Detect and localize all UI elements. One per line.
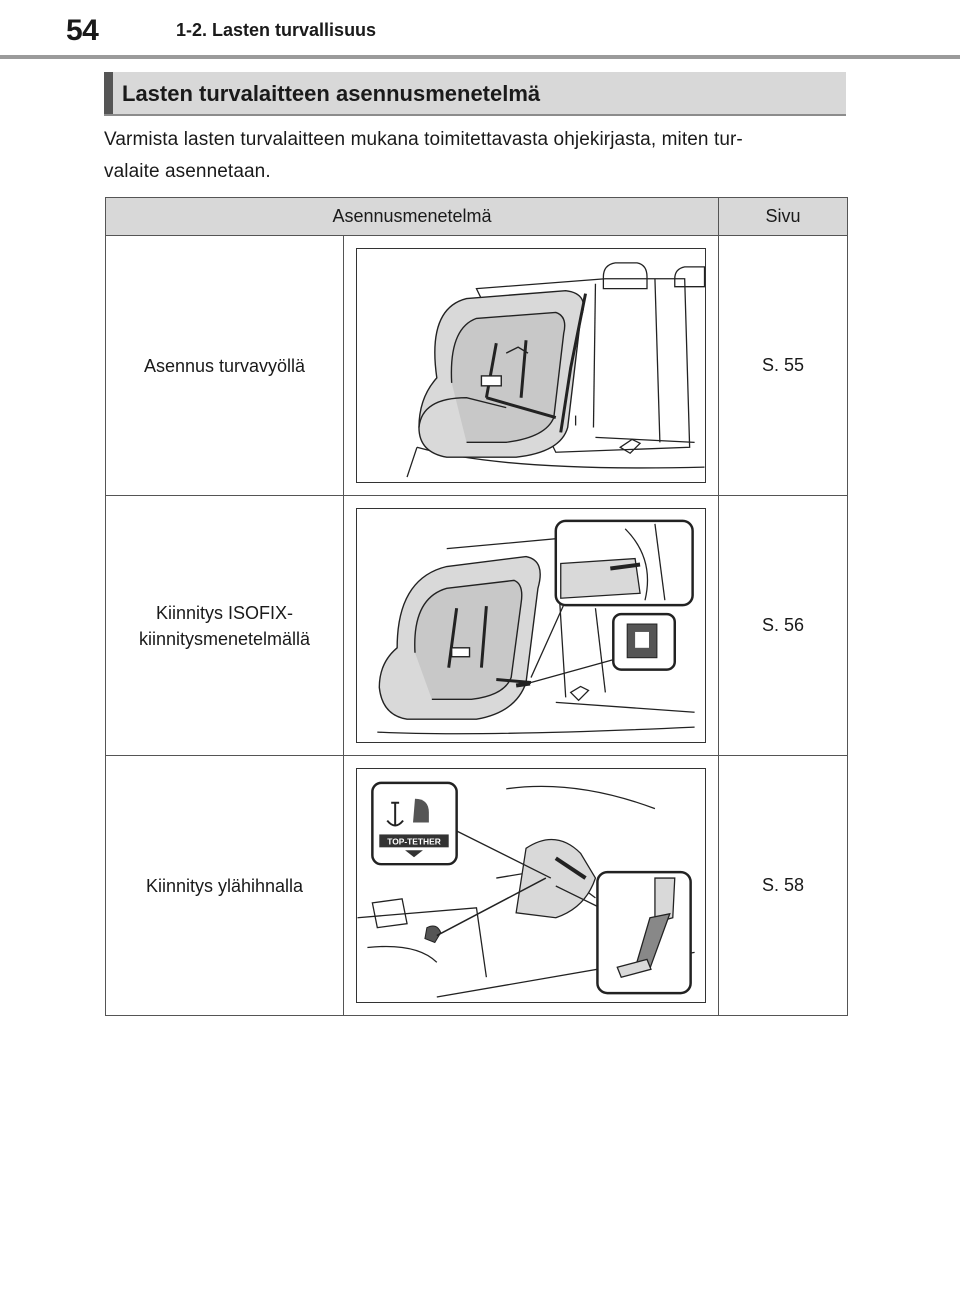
header-rule [0, 55, 960, 59]
top-tether-illustration-icon [357, 769, 705, 1002]
figure-cell [344, 236, 719, 496]
isofix-installation-illustration [356, 508, 706, 743]
top-tether-installation-illustration [356, 768, 706, 1003]
section-marker [104, 72, 113, 114]
method-label-line-1: Kiinnitys ISOFIX- [155, 602, 294, 623]
running-header: 1-2. Lasten turvallisuus [176, 20, 377, 40]
figure-cell [344, 756, 719, 1016]
intro-paragraph [104, 124, 854, 188]
table-header-row [106, 198, 848, 236]
figure-cell [344, 496, 719, 756]
intro-line-2: valaite asennetaan. [104, 161, 271, 182]
page-reference[interactable]: S. 55 [719, 236, 848, 496]
top-tether-label: TOP-TETHER [387, 836, 441, 847]
method-label: Asennus turvavyöllä [106, 236, 344, 496]
page-reference[interactable]: S. 58 [719, 756, 848, 1016]
section-heading: Lasten turvalaitteen asennusmenetelmä [122, 81, 541, 106]
table-row [106, 756, 848, 1016]
seatbelt-illustration-icon [357, 249, 705, 482]
column-header-method: Asennusmenetelmä [106, 198, 719, 236]
seatbelt-installation-illustration [356, 248, 706, 483]
intro-line-1: Varmista lasten turvalaitteen mukana toimitettavasta ohjekirjasta, miten tur- [104, 129, 743, 150]
page-reference[interactable]: S. 56 [719, 496, 848, 756]
isofix-illustration-icon [357, 509, 705, 742]
column-header-page: Sivu [719, 198, 848, 236]
table-row [106, 236, 848, 496]
page-number: 54 [66, 14, 99, 47]
section-heading-bar [104, 72, 846, 116]
installation-methods-table [105, 197, 848, 1016]
method-label [106, 496, 344, 756]
method-label-line-2: kiinnitysmenetelmällä [138, 628, 311, 649]
method-label: Kiinnitys ylähihnalla [106, 756, 344, 1016]
table-row [106, 496, 848, 756]
